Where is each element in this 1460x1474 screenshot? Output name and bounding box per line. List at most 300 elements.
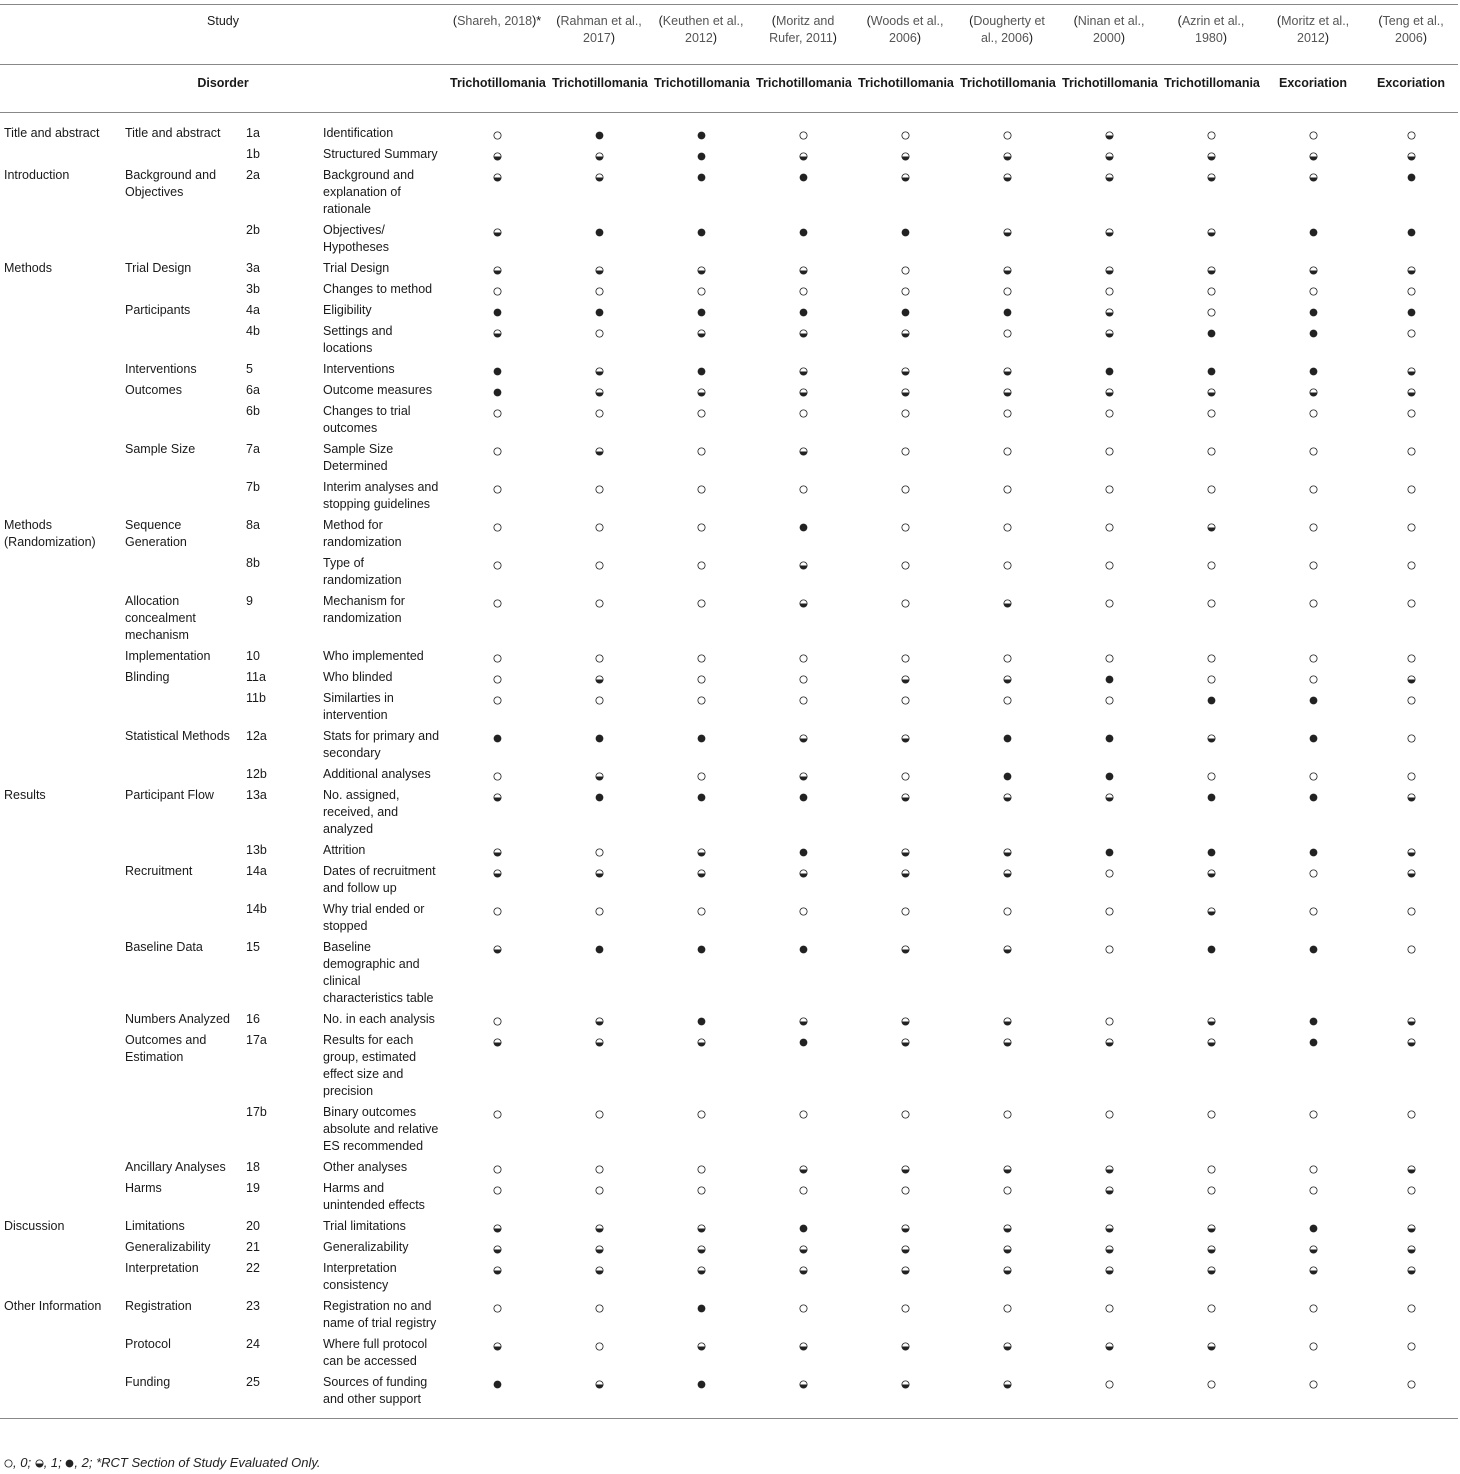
description-cell: Where full protocol can be accessed — [323, 1337, 428, 1368]
score-0-icon — [697, 902, 706, 916]
score-cell — [854, 897, 956, 935]
description-cell: Binary outcomes absolute and relative ES recommended — [323, 1105, 439, 1153]
score-cell — [446, 783, 548, 838]
description-cell: Generalizability — [323, 1240, 409, 1254]
score-cell — [752, 783, 854, 838]
score-cell — [1058, 1028, 1160, 1100]
score-cell — [446, 357, 548, 378]
score-cell — [446, 897, 548, 935]
score-0-icon — [1407, 729, 1416, 743]
score-cell — [854, 589, 956, 644]
score-0-icon — [799, 1105, 808, 1119]
score-2-icon — [1309, 788, 1318, 802]
score-cell — [1364, 897, 1458, 935]
description-cell: No. in each analysis — [323, 1012, 435, 1026]
score-cell — [446, 378, 548, 399]
score-0-icon — [1207, 303, 1216, 317]
description-cell: Stats for primary and secondary — [323, 729, 440, 760]
score-1-icon — [697, 1337, 706, 1351]
score-cell — [1058, 935, 1160, 1007]
score-1-icon — [1207, 518, 1216, 532]
legend-0-label: , 0; — [13, 1455, 35, 1470]
score-0-icon — [901, 126, 910, 140]
score-cell — [548, 686, 650, 724]
score-cell — [1262, 1028, 1364, 1100]
score-cell — [446, 319, 548, 357]
score-0-icon — [1309, 1337, 1318, 1351]
score-cell — [854, 277, 956, 298]
item-cell: 8b — [246, 556, 260, 570]
score-0-icon — [1407, 1105, 1416, 1119]
score-1-icon — [901, 1261, 910, 1275]
score-1-icon — [1309, 1240, 1318, 1254]
score-2-icon — [595, 729, 604, 743]
score-cell — [650, 1100, 752, 1155]
score-cell — [854, 142, 956, 163]
score-cell — [956, 1294, 1058, 1332]
score-0-icon — [1003, 691, 1012, 705]
score-1-icon — [1003, 940, 1012, 954]
score-cell — [548, 113, 650, 143]
score-0-icon — [901, 1105, 910, 1119]
score-1-icon — [799, 1337, 808, 1351]
study-header: Study — [0, 5, 446, 65]
score-cell — [548, 399, 650, 437]
score-cell — [1160, 686, 1262, 724]
score-1-icon — [493, 168, 502, 182]
score-cell — [956, 551, 1058, 589]
score-cell — [1262, 475, 1364, 513]
topic-cell: Implementation — [125, 649, 211, 663]
score-cell — [548, 644, 650, 665]
item-cell: 23 — [246, 1299, 260, 1313]
score-2-icon — [697, 729, 706, 743]
score-cell — [854, 256, 956, 277]
score-1-icon — [901, 1012, 910, 1026]
score-1-icon — [697, 843, 706, 857]
score-cell — [650, 378, 752, 399]
score-1-icon — [1407, 1240, 1416, 1254]
score-cell — [1160, 437, 1262, 475]
score-0-icon — [1207, 649, 1216, 663]
score-cell — [854, 665, 956, 686]
score-2-icon — [1407, 168, 1416, 182]
score-cell — [1058, 277, 1160, 298]
score-cell — [446, 1370, 548, 1419]
score-1-icon — [1105, 126, 1114, 140]
score-1-icon — [799, 594, 808, 608]
section-cell — [0, 859, 121, 897]
section-cell — [0, 935, 121, 1007]
score-cell — [854, 935, 956, 1007]
score-cell — [548, 163, 650, 218]
description-cell: Type of randomization — [323, 556, 402, 587]
study-citation: (Rahman et al., 2017) — [548, 5, 650, 65]
score-0-icon — [1407, 940, 1416, 954]
score-cell — [1262, 357, 1364, 378]
score-0-icon — [595, 1105, 604, 1119]
topic-cell: Registration — [125, 1299, 192, 1313]
score-0-icon — [493, 1181, 502, 1195]
score-1-icon — [901, 670, 910, 684]
score-1-icon — [1407, 1261, 1416, 1275]
score-cell — [548, 897, 650, 935]
score-cell — [1058, 859, 1160, 897]
score-cell — [1364, 589, 1458, 644]
score-1-icon — [595, 1375, 604, 1389]
section-cell — [0, 218, 121, 256]
score-0-icon — [493, 442, 502, 456]
score-cell — [1364, 256, 1458, 277]
score-cell — [1160, 218, 1262, 256]
score-cell — [446, 277, 548, 298]
score-cell — [548, 277, 650, 298]
score-1-icon — [1105, 383, 1114, 397]
section-cell — [0, 142, 121, 163]
disorder-header-row — [0, 65, 1458, 113]
description-cell: Sources of funding and other support — [319, 1370, 446, 1419]
score-2-icon — [697, 303, 706, 317]
score-cell — [956, 319, 1058, 357]
score-0-icon — [1207, 594, 1216, 608]
topic-cell — [121, 686, 242, 724]
score-cell — [1160, 1370, 1262, 1419]
topic-cell — [121, 1100, 242, 1155]
topic-cell: Limitations — [125, 1219, 185, 1233]
study-citation: (Woods et al., 2006) — [854, 5, 956, 65]
score-1-icon — [1105, 1033, 1114, 1047]
score-0-icon — [1309, 594, 1318, 608]
score-cell — [1364, 1235, 1458, 1256]
score-1-icon — [1407, 1219, 1416, 1233]
score-cell — [956, 218, 1058, 256]
score-0-icon — [1003, 1181, 1012, 1195]
score-cell — [548, 357, 650, 378]
score-2-icon — [493, 303, 502, 317]
section-cell — [0, 475, 121, 513]
table-row — [0, 399, 1458, 437]
description-cell: Eligibility — [323, 303, 372, 317]
score-2-icon — [1309, 691, 1318, 705]
score-cell — [1160, 1294, 1262, 1332]
score-cell — [1058, 1294, 1160, 1332]
score-cell — [854, 1155, 956, 1176]
section-cell — [0, 378, 121, 399]
score-0-icon — [1407, 1181, 1416, 1195]
score-cell — [1058, 762, 1160, 783]
score-cell — [446, 163, 548, 218]
score-cell — [956, 475, 1058, 513]
score-0-icon — [1003, 1105, 1012, 1119]
score-cell — [956, 859, 1058, 897]
score-cell — [956, 935, 1058, 1007]
disorder-cell: Trichotillomania — [1058, 65, 1160, 113]
score-0-icon — [1207, 1299, 1216, 1313]
item-cell: 19 — [246, 1181, 260, 1195]
topic-cell: Participant Flow — [125, 788, 214, 802]
score-cell — [752, 897, 854, 935]
score-0-icon — [799, 282, 808, 296]
score-1-icon — [1309, 383, 1318, 397]
score-cell — [1262, 319, 1364, 357]
score-1-icon — [901, 843, 910, 857]
score-1-icon — [595, 767, 604, 781]
score-cell — [1262, 838, 1364, 859]
score-cell — [956, 897, 1058, 935]
score-cell — [1262, 762, 1364, 783]
score-2-icon — [697, 168, 706, 182]
score-cell — [548, 838, 650, 859]
score-cell — [752, 1155, 854, 1176]
score-cell — [548, 1100, 650, 1155]
score-0-icon — [1207, 404, 1216, 418]
score-cell — [1160, 256, 1262, 277]
score-1-icon — [1105, 1219, 1114, 1233]
section-cell — [0, 589, 121, 644]
score-0-icon — [901, 442, 910, 456]
score-cell — [1364, 686, 1458, 724]
score-0-icon — [1407, 324, 1416, 338]
score-cell — [650, 589, 752, 644]
study-citation: (Azrin et al., 1980) — [1160, 5, 1262, 65]
score-cell — [1364, 277, 1458, 298]
score-0-icon — [1309, 480, 1318, 494]
score-0-icon — [595, 1337, 604, 1351]
score-0-icon — [901, 480, 910, 494]
score-cell — [1160, 1235, 1262, 1256]
score-0-icon — [1309, 902, 1318, 916]
score-cell — [1058, 357, 1160, 378]
score-cell — [1262, 1332, 1364, 1370]
score-0-icon — [1407, 442, 1416, 456]
section-cell — [0, 724, 121, 762]
score-1-icon — [1309, 147, 1318, 161]
score-cell — [548, 724, 650, 762]
score-cell — [1058, 589, 1160, 644]
topic-cell: Background and Objectives — [125, 168, 217, 199]
score-0-icon — [595, 594, 604, 608]
score-cell — [650, 475, 752, 513]
score-1-icon — [1105, 1240, 1114, 1254]
score-cell — [446, 1235, 548, 1256]
item-cell: 9 — [246, 594, 253, 608]
item-cell: 24 — [246, 1337, 260, 1351]
score-cell — [1262, 1370, 1364, 1419]
topic-cell: Statistical Methods — [125, 729, 230, 743]
score-cell — [650, 218, 752, 256]
score-2-icon — [1207, 940, 1216, 954]
description-cell: Interventions — [323, 362, 395, 376]
score-1-icon — [595, 1261, 604, 1275]
score-cell — [854, 1256, 956, 1294]
score-2-icon — [493, 1375, 502, 1389]
score-cell — [854, 686, 956, 724]
score-cell — [1262, 724, 1364, 762]
score-cell — [650, 762, 752, 783]
score-0-icon — [493, 1160, 502, 1174]
score-1-icon — [35, 1455, 44, 1470]
table-row — [0, 935, 1458, 1007]
score-cell — [854, 163, 956, 218]
score-1-icon — [1407, 1012, 1416, 1026]
score-1-icon — [1309, 168, 1318, 182]
table-row — [0, 475, 1458, 513]
score-cell — [650, 399, 752, 437]
score-cell — [1262, 665, 1364, 686]
score-cell — [1364, 838, 1458, 859]
section-cell — [0, 1100, 121, 1155]
score-cell — [446, 1028, 548, 1100]
study-citation: (Keuthen et al., 2012) — [650, 5, 752, 65]
score-cell — [752, 1100, 854, 1155]
score-cell — [650, 319, 752, 357]
score-0-icon — [697, 691, 706, 705]
item-cell: 6b — [246, 404, 260, 418]
score-cell — [446, 838, 548, 859]
score-cell — [548, 1214, 650, 1235]
item-cell: 7a — [246, 442, 260, 456]
score-1-icon — [1105, 168, 1114, 182]
score-2-icon — [1407, 223, 1416, 237]
score-cell — [752, 1214, 854, 1235]
score-cell — [1058, 437, 1160, 475]
topic-cell — [121, 475, 242, 513]
table-row — [0, 1176, 1458, 1214]
score-1-icon — [1003, 1033, 1012, 1047]
description-cell: Harms and unintended effects — [323, 1181, 425, 1212]
table-row — [0, 762, 1458, 783]
score-1-icon — [901, 1160, 910, 1174]
legend-1-label: , 1; — [43, 1455, 66, 1470]
score-cell — [1364, 378, 1458, 399]
score-0-icon — [1105, 442, 1114, 456]
score-0-icon — [1407, 767, 1416, 781]
section-cell — [0, 437, 121, 475]
score-cell — [1364, 724, 1458, 762]
score-1-icon — [1003, 1219, 1012, 1233]
score-1-icon — [799, 1012, 808, 1026]
score-0-icon — [595, 1160, 604, 1174]
score-2-icon — [901, 303, 910, 317]
score-1-icon — [799, 362, 808, 376]
score-cell — [1160, 1155, 1262, 1176]
score-cell — [1262, 277, 1364, 298]
score-cell — [752, 724, 854, 762]
score-cell — [650, 163, 752, 218]
score-cell — [446, 589, 548, 644]
disorder-header: Disorder — [0, 65, 446, 113]
score-2-icon — [799, 1219, 808, 1233]
item-cell: 8a — [246, 518, 260, 532]
score-cell — [956, 1028, 1058, 1100]
score-2-icon — [1207, 788, 1216, 802]
table-row — [0, 1235, 1458, 1256]
score-cell — [650, 644, 752, 665]
score-cell — [650, 838, 752, 859]
score-0-icon — [1207, 282, 1216, 296]
score-cell — [446, 142, 548, 163]
table-row — [0, 665, 1458, 686]
score-2-icon — [697, 223, 706, 237]
score-cell — [1262, 1294, 1364, 1332]
item-cell: 4a — [246, 303, 260, 317]
score-cell — [854, 1100, 956, 1155]
item-cell: 14a — [246, 864, 267, 878]
score-cell — [650, 1007, 752, 1028]
score-1-icon — [901, 729, 910, 743]
score-cell — [548, 859, 650, 897]
score-0-icon — [799, 126, 808, 140]
score-0-icon — [1407, 126, 1416, 140]
disorder-cell: Excoriation — [1364, 65, 1458, 113]
score-cell — [1364, 1332, 1458, 1370]
score-cell — [1058, 1235, 1160, 1256]
section-cell — [0, 897, 121, 935]
score-cell — [956, 1370, 1058, 1419]
score-cell — [956, 838, 1058, 859]
score-0-icon — [595, 518, 604, 532]
score-0-icon — [1105, 1105, 1114, 1119]
score-1-icon — [799, 1160, 808, 1174]
score-cell — [446, 1007, 548, 1028]
score-1-icon — [697, 261, 706, 275]
score-cell — [1262, 897, 1364, 935]
table-row — [0, 1007, 1458, 1028]
score-cell — [752, 762, 854, 783]
score-0-icon — [595, 1181, 604, 1195]
score-1-icon — [493, 261, 502, 275]
score-2-icon — [799, 1033, 808, 1047]
score-cell — [650, 1294, 752, 1332]
score-1-icon — [1407, 362, 1416, 376]
score-cell — [956, 686, 1058, 724]
score-0-icon — [799, 670, 808, 684]
score-cell — [854, 513, 956, 551]
score-0-icon — [1003, 556, 1012, 570]
table-row — [0, 218, 1458, 256]
score-0-icon — [4, 1455, 13, 1470]
score-1-icon — [901, 1033, 910, 1047]
topic-cell: Interventions — [125, 362, 197, 376]
score-cell — [1160, 859, 1262, 897]
table-row — [0, 783, 1458, 838]
score-cell — [1160, 319, 1262, 357]
score-1-icon — [1003, 261, 1012, 275]
score-1-icon — [697, 1033, 706, 1047]
score-0-icon — [697, 594, 706, 608]
item-cell: 3b — [246, 282, 260, 296]
score-cell — [548, 378, 650, 399]
table-row — [0, 437, 1458, 475]
score-cell — [650, 665, 752, 686]
score-0-icon — [901, 594, 910, 608]
score-cell — [1364, 1214, 1458, 1235]
study-citation: (Dougherty et al., 2006) — [956, 5, 1058, 65]
score-cell — [548, 298, 650, 319]
score-0-icon — [901, 902, 910, 916]
score-cell — [1058, 665, 1160, 686]
score-1-icon — [1407, 147, 1416, 161]
item-cell: 22 — [246, 1261, 260, 1275]
score-1-icon — [697, 1240, 706, 1254]
score-0-icon — [1003, 902, 1012, 916]
score-0-icon — [901, 691, 910, 705]
score-cell — [956, 142, 1058, 163]
score-2-icon — [595, 940, 604, 954]
score-2-icon — [595, 303, 604, 317]
score-cell — [548, 1235, 650, 1256]
score-1-icon — [595, 362, 604, 376]
